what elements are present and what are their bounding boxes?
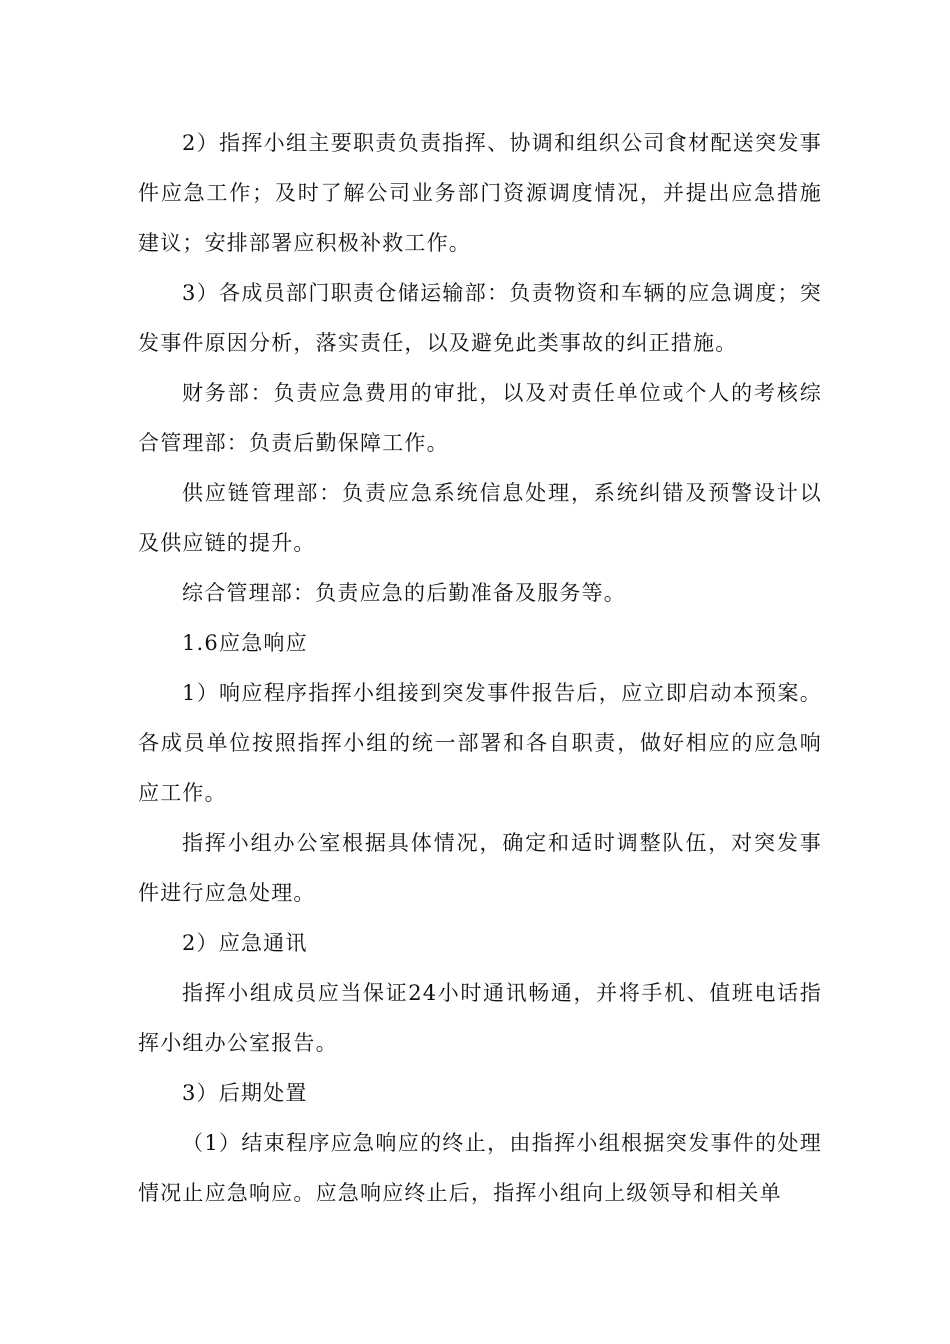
paragraph-member-department-duties: 3）各成员部门职责仓储运输部：负责物资和车辆的应急调度；突发事件原因分析，落实责任，以及避免此类事故的纠正措施。: [138, 281, 822, 355]
paragraph-supply-chain-department: 供应链管理部：负责应急系统信息处理，系统纠错及预警设计以及供应链的提升。: [138, 481, 822, 555]
paragraph-command-group-duties: 2）指挥小组主要职责负责指挥、协调和组织公司食材配送突发事件应急工作；及时了解公司业务部门资源调度情况，并提出应急措施建议；安排部署应积极补救工作。: [138, 131, 822, 255]
paragraph-termination-procedure: （1）结束程序应急响应的终止，由指挥小组根据突发事件的处理情况止应急响应。应急响应终止后，指挥小组向上级领导和相关单: [138, 1131, 822, 1205]
document-page: [138, 118, 822, 1218]
subheading-post-disposal: 3）后期处置: [182, 1081, 308, 1105]
section-heading-emergency-response: 1.6应急响应: [182, 631, 308, 655]
paragraph-command-office: 指挥小组办公室根据具体情况，确定和适时调整队伍，对突发事件进行应急处理。: [138, 831, 822, 905]
paragraph-finance-department: 财务部：负责应急费用的审批，以及对责任单位或个人的考核综合管理部：负责后勤保障工作。: [138, 381, 822, 455]
paragraph-communication-duties: 指挥小组成员应当保证24小时通讯畅通，并将手机、值班电话指挥小组办公室报告。: [138, 981, 822, 1055]
subheading-emergency-communication: 2）应急通讯: [182, 931, 308, 955]
paragraph-general-management: 综合管理部：负责应急的后勤准备及服务等。: [182, 581, 626, 605]
paragraph-response-procedure: 1）响应程序指挥小组接到突发事件报告后，应立即启动本预案。各成员单位按照指挥小组的统一部署和各自职责，做好相应的应急响应工作。: [138, 681, 822, 805]
